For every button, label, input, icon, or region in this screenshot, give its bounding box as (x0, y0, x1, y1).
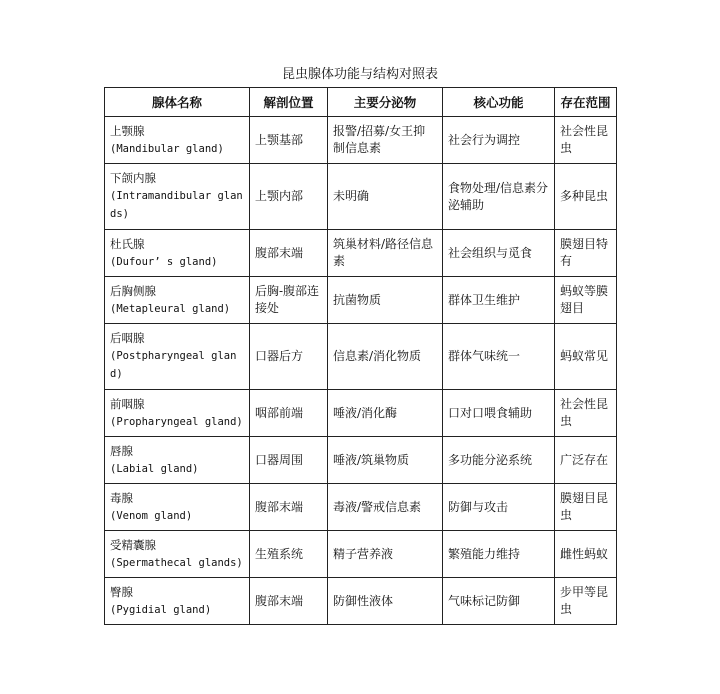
gland-name-cell (105, 277, 250, 324)
secretion-cell: 报警/招募/女王抑制信息素 (328, 117, 443, 164)
range-cell: 蚂蚁常见 (555, 324, 617, 390)
gland-name-en: (Venom gland) (110, 509, 193, 522)
function-cell: 社会组织与觅食 (443, 230, 555, 277)
gland-name-cell (105, 230, 250, 277)
column-header-function: 核心功能 (443, 88, 555, 117)
location-cell: 腹部末端 (250, 484, 328, 531)
range-cell: 雌性蚂蚁 (555, 531, 617, 578)
location-cell: 后胸-腹部连接处 (250, 277, 328, 324)
range-cell: 膜翅目特有 (555, 230, 617, 277)
location-cell: 腹部末端 (250, 578, 328, 625)
gland-name-cn: 杜氏腺 (110, 236, 145, 251)
table-header-row (105, 88, 617, 117)
gland-comparison-table (104, 87, 617, 625)
secretion-cell: 唾液/消化酶 (328, 390, 443, 437)
gland-name-en: (Dufour’ s gland) (110, 255, 218, 268)
gland-name-cell (105, 484, 250, 531)
range-cell: 步甲等昆虫 (555, 578, 617, 625)
column-header-name: 腺体名称 (105, 88, 250, 117)
location-cell: 上颚内部 (250, 164, 328, 230)
table-title: 昆虫腺体功能与结构对照表 (281, 67, 438, 82)
gland-name-cell (105, 164, 250, 230)
gland-name-cell (105, 390, 250, 437)
secretion-cell: 精子营养液 (328, 531, 443, 578)
column-header-secretion: 主要分泌物 (328, 88, 443, 117)
function-cell: 气味标记防御 (443, 578, 555, 625)
function-cell: 社会行为调控 (443, 117, 555, 164)
table-row (105, 277, 617, 324)
gland-name-cell (105, 324, 250, 390)
gland-name-en: (Postpharyngeal gland) (110, 350, 237, 380)
location-cell: 口器周围 (250, 437, 328, 484)
table-body (105, 117, 617, 625)
secretion-cell: 唾液/筑巢物质 (328, 437, 443, 484)
function-cell: 口对口喂食辅助 (443, 390, 555, 437)
function-cell: 繁殖能力维持 (443, 531, 555, 578)
range-cell: 膜翅目昆虫 (555, 484, 617, 531)
gland-name-cn: 唇腺 (110, 443, 133, 458)
table-row (105, 164, 617, 230)
secretion-cell: 信息素/消化物质 (328, 324, 443, 390)
table-row (105, 117, 617, 164)
gland-name-cn: 前咽腺 (110, 396, 145, 411)
gland-name-cn: 后胸侧腺 (110, 283, 156, 298)
column-header-location: 解剖位置 (250, 88, 328, 117)
location-cell: 腹部末端 (250, 230, 328, 277)
gland-name-cell (105, 531, 250, 578)
gland-name-en: (Labial gland) (110, 462, 199, 475)
gland-name-cn: 下颌内腺 (110, 171, 156, 185)
table-row (105, 390, 617, 437)
function-cell: 食物处理/信息素分泌辅助 (443, 164, 555, 230)
table-row (105, 484, 617, 531)
secretion-cell: 未明确 (328, 164, 443, 230)
gland-name-en: (Metapleural gland) (110, 302, 231, 315)
range-cell: 蚂蚁等膜翅目 (555, 277, 617, 324)
secretion-cell: 抗菌物质 (328, 277, 443, 324)
location-cell: 口器后方 (250, 324, 328, 390)
table-row (105, 324, 617, 390)
gland-name-cn: 臀腺 (110, 584, 133, 599)
secretion-cell: 防御性液体 (328, 578, 443, 625)
gland-name-cell (105, 437, 250, 484)
range-cell: 广泛存在 (555, 437, 617, 484)
function-cell: 群体气味统一 (443, 324, 555, 390)
gland-name-en: (Intramandibular glands) (110, 190, 243, 220)
table-row (105, 437, 617, 484)
secretion-cell: 毒液/警戒信息素 (328, 484, 443, 531)
table-row (105, 230, 617, 277)
gland-name-cell (105, 578, 250, 625)
function-cell: 多功能分泌系统 (443, 437, 555, 484)
table-row (105, 531, 617, 578)
range-cell: 社会性昆虫 (555, 390, 617, 437)
function-cell: 防御与攻击 (443, 484, 555, 531)
gland-name-en: (Mandibular gland) (110, 142, 224, 155)
location-cell: 上颚基部 (250, 117, 328, 164)
gland-name-cn: 受精囊腺 (110, 537, 156, 552)
gland-name-cn: 毒腺 (110, 490, 133, 505)
range-cell: 多种昆虫 (555, 164, 617, 230)
gland-name-cn: 后咽腺 (110, 331, 145, 345)
location-cell: 生殖系统 (250, 531, 328, 578)
gland-name-en: (Propharyngeal gland) (110, 415, 243, 428)
location-cell: 咽部前端 (250, 390, 328, 437)
gland-name-en: (Spermathecal glands) (110, 556, 243, 569)
gland-name-cell (105, 117, 250, 164)
range-cell: 社会性昆虫 (555, 117, 617, 164)
gland-name-cn: 上颚腺 (110, 123, 145, 138)
table-row (105, 578, 617, 625)
secretion-cell: 筑巢材料/路径信息素 (328, 230, 443, 277)
function-cell: 群体卫生维护 (443, 277, 555, 324)
column-header-range: 存在范围 (555, 88, 617, 117)
gland-name-en: (Pygidial gland) (110, 603, 212, 616)
